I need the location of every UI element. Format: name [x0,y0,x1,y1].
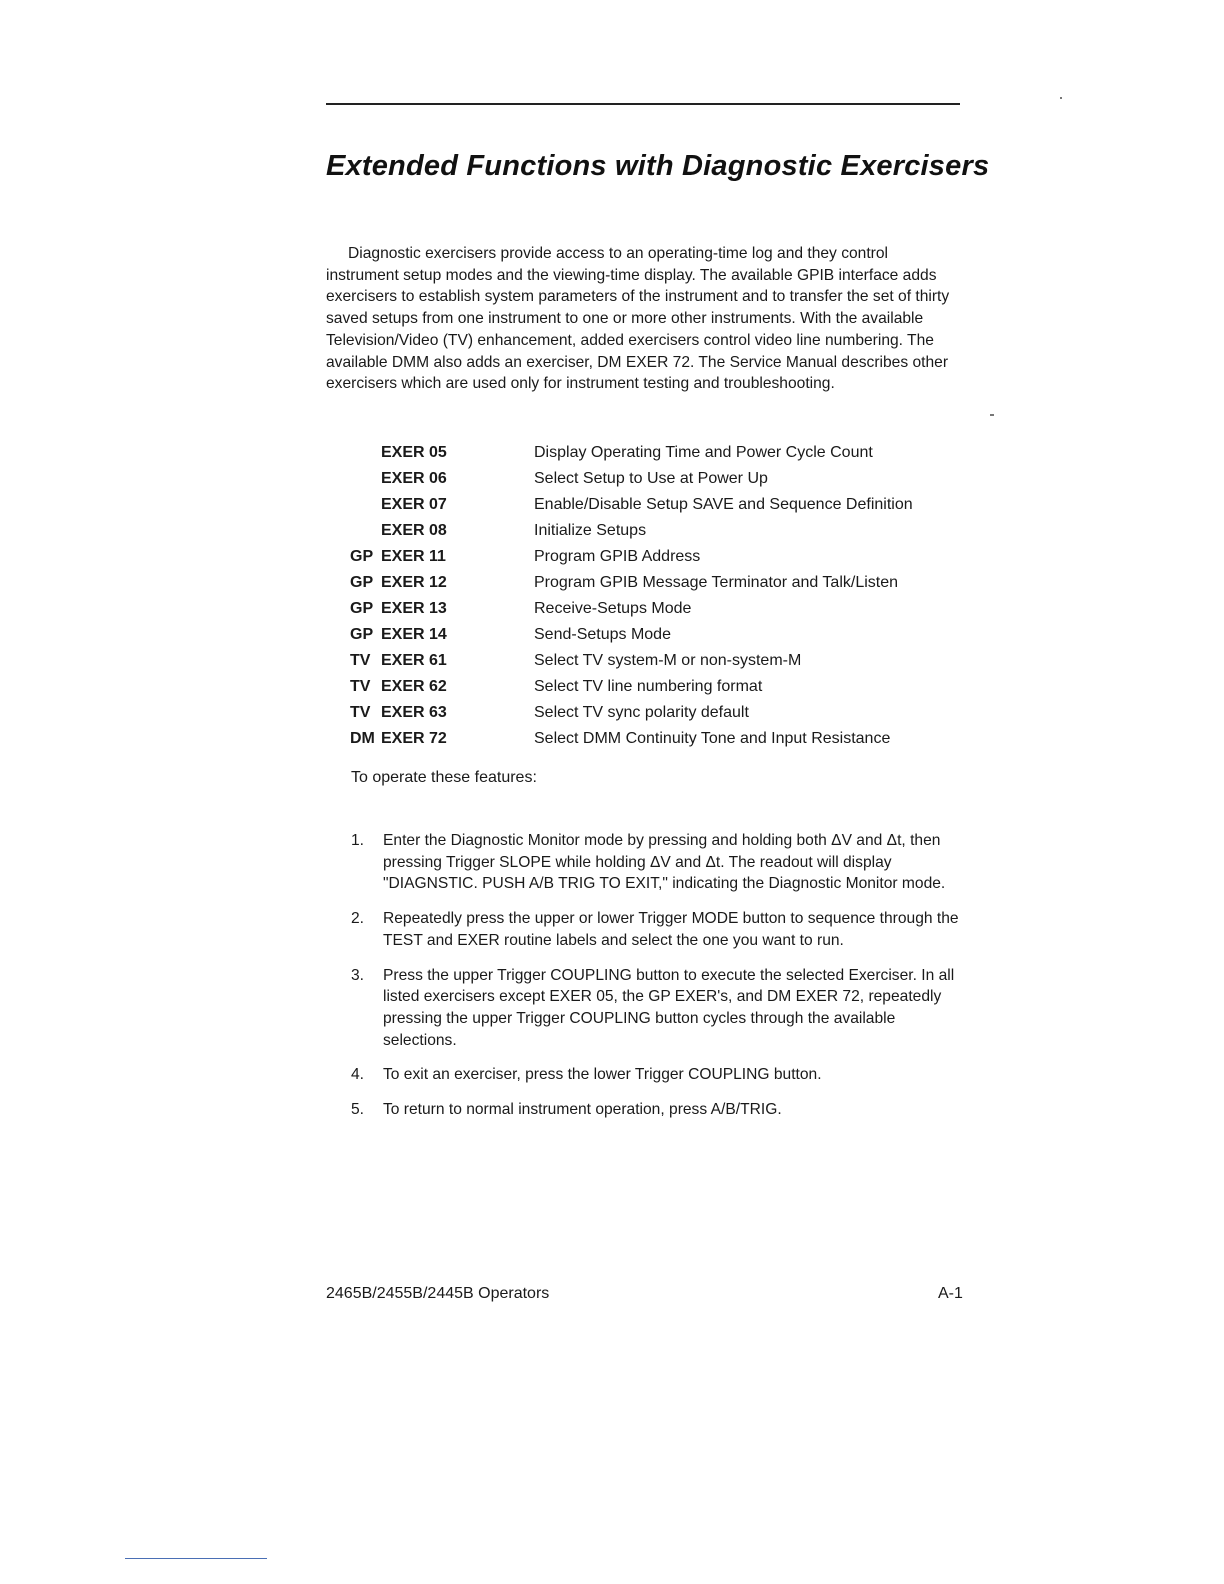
exerciser-description: Send-Setups Mode [534,626,671,643]
step-item [351,965,961,1052]
exerciser-code: EXER 12 [381,574,447,591]
exerciser-row [350,700,950,726]
exerciser-row [350,466,950,492]
exerciser-code: EXER 63 [381,704,447,721]
step-item [351,830,961,895]
step-text: Repeatedly press the upper or lower Trigger MODE button to sequence through the TEST and EXER routine labels and select the one you want to run. [383,910,959,949]
exerciser-description: Program GPIB Message Terminator and Talk/Listen [534,574,899,591]
exerciser-prefix: GP [350,574,374,591]
step-item [351,1099,961,1121]
exerciser-code: EXER 13 [381,600,447,617]
exerciser-row [350,570,950,596]
steps-list [351,830,961,1134]
exerciser-code: EXER 72 [381,730,447,747]
exerciser-prefix: TV [350,652,371,669]
exerciser-prefix: TV [350,704,371,721]
exerciser-code: EXER 06 [381,470,447,487]
exerciser-row [350,622,950,648]
exerciser-description: Display Operating Time and Power Cycle Count [534,444,873,461]
step-number: 4. [351,1066,365,1084]
page-title: Extended Functions with Diagnostic Exercisers [326,150,990,182]
exerciser-prefix: GP [350,548,374,565]
footer-manual-title: 2465B/2455B/2445B Operators [326,1285,550,1302]
scan-speck [990,414,994,416]
exerciser-code: EXER 61 [381,652,447,669]
step-number: 1. [351,832,365,849]
exerciser-code: EXER 08 [381,522,447,539]
step-text: To exit an exerciser, press the lower Trigger COUPLING button. [383,1066,822,1084]
step-text: Enter the Diagnostic Monitor mode by pressing and holding both ΔV and Δt, then pressing Trigger SLOPE while holding ΔV and Δt. The readout will display "DIAGNSTIC. PUSH A/B TRIG TO EXIT," indicating the Diagnostic Monitor mode. [383,832,946,893]
exerciser-row [350,492,950,518]
exerciser-code: EXER 05 [381,444,447,461]
exerciser-row [350,518,950,544]
exerciser-description: Enable/Disable Setup SAVE and Sequence Definition [534,496,913,513]
exerciser-prefix: GP [350,626,374,643]
footer-page-number: A-1 [938,1285,963,1302]
exerciser-code: EXER 07 [381,496,447,513]
scan-edge-line [125,1558,267,1559]
exerciser-description: Select Setup to Use at Power Up [534,470,768,487]
step-number: 5. [351,1101,365,1119]
step-number: 3. [351,966,365,984]
exerciser-row [350,440,950,466]
exerciser-code: EXER 14 [381,626,447,643]
exerciser-row [350,726,950,752]
exerciser-description: Initialize Setups [534,522,647,539]
step-item [351,908,961,951]
step-number: 2. [351,910,365,928]
exerciser-description: Receive-Setups Mode [534,600,692,617]
exerciser-row [350,596,950,622]
exerciser-description: Select TV sync polarity default [534,704,749,721]
exerciser-description: Program GPIB Address [534,548,701,565]
operate-label: To operate these features: [351,769,537,786]
exerciser-prefix: DM [350,730,375,747]
step-item [351,1064,961,1086]
header-rule [326,103,960,105]
exerciser-code: EXER 11 [381,548,446,565]
scan-speck [1060,97,1062,99]
exerciser-code: EXER 62 [381,678,447,695]
exerciser-description: Select TV line numbering format [534,678,763,695]
exerciser-row [350,544,950,570]
exerciser-description: Select TV system-M or non-system-M [534,652,802,669]
exerciser-description: Select DMM Continuity Tone and Input Resistance [534,730,891,747]
exerciser-table [350,440,950,752]
exerciser-row [350,674,950,700]
intro-paragraph: Diagnostic exercisers provide access to an operating-time log and they control instrument setup modes and the viewing-time display. The available GPIB interface adds exercisers to establish system parameters of the instrument and to transfer the set of thirty saved setups from one instrument to one or more other instruments. With the available Television/Video (TV) enhancement, added exercisers control video line numbering. The available DMM also adds an exerciser, DM EXER 72. The Service Manual describes other exercisers which are used only for instrument testing and troubleshooting. [326,245,950,393]
exerciser-prefix: TV [350,678,371,695]
step-text: To return to normal instrument operation, press A/B/TRIG. [383,1101,782,1119]
step-text: Press the upper Trigger COUPLING button to execute the selected Exerciser. In all listed exercisers except EXER 05, the GP EXER's, and DM EXER 72, repeatedly pressing the upper Trigger COUPLING button cycles through the available selections. [383,966,955,1049]
exerciser-prefix: GP [350,600,374,617]
exerciser-row [350,648,950,674]
